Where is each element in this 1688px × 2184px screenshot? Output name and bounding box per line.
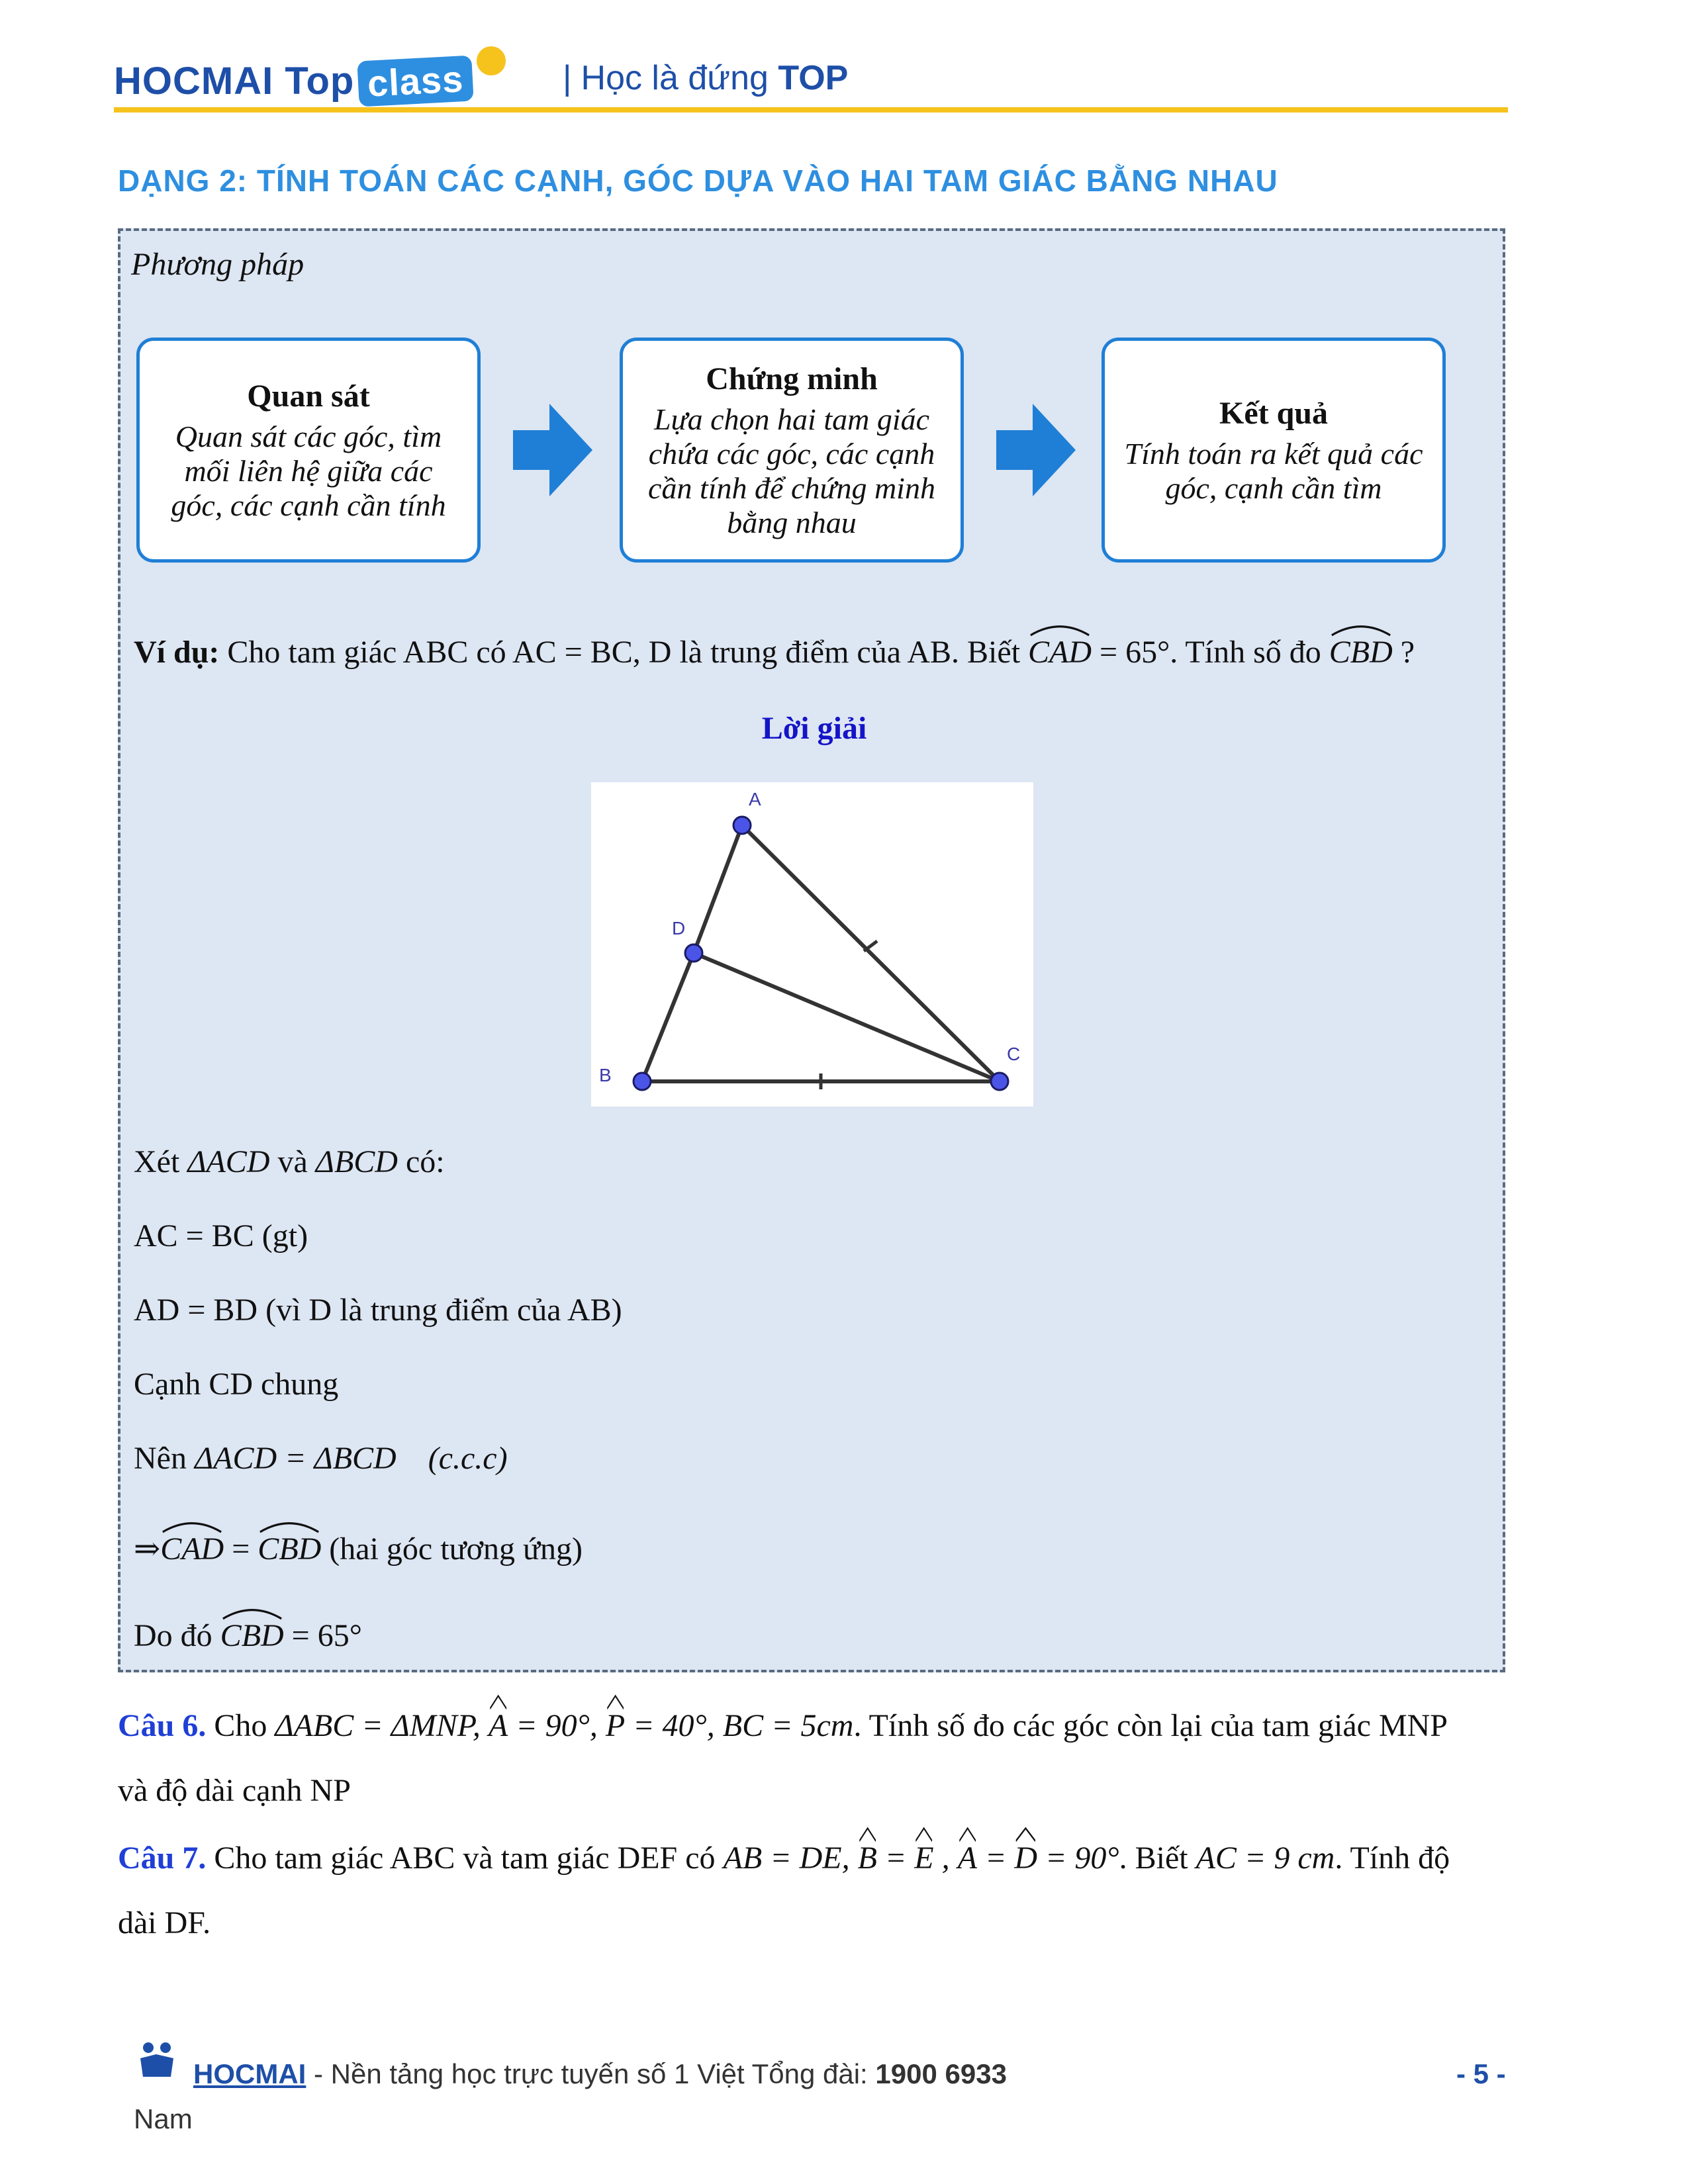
logo-sun-icon [477,46,506,75]
footer-text-continued: Nam [134,2103,193,2134]
step-description: Lựa chọn hai tam giác chứa các góc, các cạnh cần tính để chứng minh bằng nhau [648,402,935,539]
point-a [733,817,751,834]
solution-line: Cạnh CD chung [134,1367,339,1402]
segment-db [642,953,694,1081]
question-6: Câu 6. Cho ΔABC = ΔMNP, A = 90°, P = 40°, BC = 5cm. Tính số đo các góc còn lại của tam giác MNP [118,1707,1448,1744]
section-title: DẠNG 2: TÍNH TOÁN CÁC CẠNH, GÓC DỰA VÀO HAI TAM GIÁC BẰNG NHAU [118,163,1278,198]
solution-title: Lời giải [761,711,867,746]
point-b [633,1073,651,1090]
method-label: Phương pháp [131,247,305,282]
point-d [685,944,702,962]
header-divider [114,107,1508,113]
footer-brand-link[interactable]: HOCMAI [193,2058,306,2089]
question-6-continued: và độ dài cạnh NP [118,1773,351,1808]
angle-cbd: CBD [1329,635,1393,670]
point-c [991,1073,1008,1090]
angle-cad: CAD [1028,635,1092,670]
solution-line: AD = BD (vì D là trung điểm của AB) [134,1293,622,1328]
segment-ac [742,825,1000,1081]
segment-ad [694,825,742,953]
step-description: Quan sát các góc, tìm mối liên hệ giữa các góc, các cạnh cần tính [171,419,446,522]
logo-class-badge: class [357,56,475,107]
label-b: B [599,1065,612,1085]
step-result [1102,338,1446,563]
hocmai-logo-icon [134,2038,180,2085]
step-description: Tính toán ra kết quả các góc, cạnh cần tìm [1124,436,1423,505]
example-statement: Ví dụ: Cho tam giác ABC có AC = BC, D là trung điểm của AB. Biết CAD = 65°. Tính số đo CBD ? [134,634,1415,670]
tagline: | Học là đứng TOP [563,59,849,97]
step-title: Quan sát [247,378,370,414]
step-prove [620,338,964,563]
footer-text: HOCMAI - Nền tảng học trực tuyến số 1 Việt Tổng đài: 1900 6933 [193,2058,1007,2089]
solution-line: Do đó CBD = 65° [134,1617,362,1654]
solution-line: ⇒ CAD = CBD (hai góc tương ứng) [134,1530,583,1567]
step-observe [136,338,481,563]
label-a: A [749,789,761,809]
question-7: Câu 7. Cho tam giác ABC và tam giác DEF có AB = DE, B = E , A = D = 90°. Biết AC = 9 cm. Tính độ [118,1840,1450,1876]
solution-line: Nên ΔACD = ΔBCD (c.c.c) [134,1441,508,1476]
arrow-right-icon [513,404,592,496]
step-title: Chứng minh [706,361,878,396]
step-title: Kết quả [1219,395,1328,431]
label-c: C [1007,1044,1021,1064]
brand-logo: HOCMAI Top class [114,58,473,104]
solution-line: AC = BC (gt) [134,1218,308,1253]
label-d: D [672,918,686,938]
triangle-figure [591,782,1033,1107]
solution-line: Xét ΔACD và ΔBCD có: [134,1144,445,1179]
segment-dc [694,953,1000,1081]
question-7-continued: dài DF. [118,1905,211,1940]
arrow-right-icon [996,404,1076,496]
page-number: - 5 - [1456,2058,1506,2089]
